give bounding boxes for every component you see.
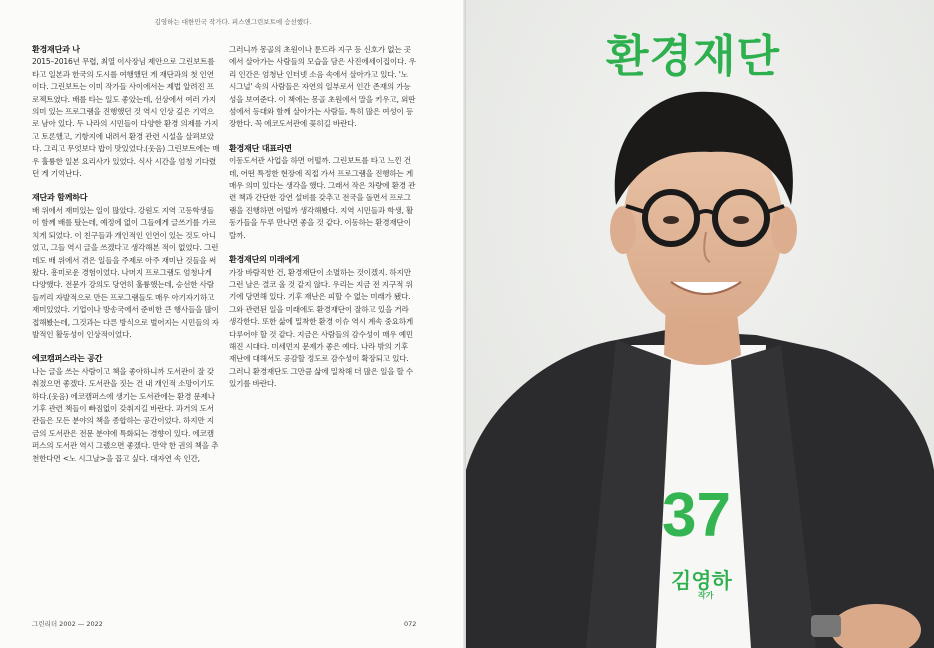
section-heading: 에코캠퍼스라는 공간	[32, 354, 103, 364]
page-number: 072	[404, 620, 417, 628]
footer-publication: 그린리더 2002 — 2022	[32, 620, 103, 628]
person-role: 작가	[698, 591, 714, 600]
section-heading: 환경재단과 나	[32, 45, 80, 54]
text-column-1	[32, 44, 220, 477]
section-heading: 재단과 함께하다	[32, 193, 88, 203]
section-body: 이동도서관 사업을 하면 어떨까. 그린보트를 타고 느낀 건데, 어떤 특정한 현장에 직접 가서 프로그램을 진행하는 게 매우 의미 있다는 생각을 했다. 그래서 작은 차량에 환경 관련 책과 간단한 강연 설비를 갖추고 전국을 돌면서 프로그램을 진행하면 어떨까 생각해봤다. 지역 시민들과 학생, 활동가들을 두루 만나면 좋을 것 같다. 이동하는 환경재단이랄까.	[229, 156, 416, 240]
left-page	[0, 0, 466, 648]
text-column-2	[229, 44, 417, 403]
feature-number: 37	[662, 481, 731, 550]
section-body: 나는 글을 쓰는 사람이고 책을 좋아하니까 도서관이 잘 갖춰졌으면 좋겠다. 도서관을 짓는 건 내 개인적 소망이기도 하다.(웃음) 에코캠퍼스에 생기는 도서관에는 환경 문제나 기후 관련 책들이 빠짐없이 갖춰지길 바란다. 과거의 도서관들은 모든 분야의 책을 종합하는 공간이었다. 하지만 지금의 도서관은 전문 분야에 특화되는 경향이 있다. 에코캠퍼스의 도서관 역시 그랬으면 좋겠다. 만약 한 권의 책을 추천한다면 <노 시그날>을 꼽고 싶다. 대자연 속 인간,	[32, 366, 219, 463]
running-head: 김영하는 대한민국 작가다. 피스앤그린보트에 승선했다.	[154, 18, 312, 26]
brand-title: 환경재단	[606, 31, 781, 82]
section-body: 그러니까 몽골의 초원이나 툰드라 지구 등 신호가 없는 곳에서 살아가는 사람들의 모습을 담은 사진에세이집이다. 우리 인간은 엄청난 인터넷 소음 속에서 살아가고 있다. '노 시그널' 속의 사람들은 자연의 일부로서 인간 존재의 가능성을 보여준다. 이 책에는 몽골 초원에서 말을 키우고, 외딴섬에서 등대와 함께 살아가는 사람들, 특히 많은 여성이 등장한다. 꼭 에코도서관에 꽂히길 바란다.	[229, 45, 416, 129]
section-heading: 환경재단 대표라면	[229, 143, 292, 153]
section-body: 배 위에서 재미있는 일이 많았다. 강원도 지역 고등학생들이 함께 배를 탔는데, 예정에 없이 그들에게 글쓰기를 가르치게 되었다. 이 친구들과 개인적인 인연이 있는 것도 아니었고, 그들 역시 글을 쓰겠다고 생각해본 적이 없었다. 그런데도 배 위에서 겪은 일들을 주제로 아주 재미난 것들을 써왔다. 흥미로운 경험이었다. 나머지 프로그램도 엄청나게 다양했다. 전문가 강의도 당연히 훌륭했는데, 승선한 사람들끼리 자발적으로 만든 프로그램들도 매우 아기자기하고 재미있었다. 기업이나 방송국에서 준비한 큰 행사들을 많이 접해봤는데, 그것과는 다른 방식으로 벌어지는 시민들의 자발적인 활동성이 인상적이었다.	[32, 205, 219, 339]
section-heading: 환경재단의 미래에게	[229, 255, 300, 265]
section-body: 2015–2016년 무렵, 최열 이사장님 제안으로 그린보트를 타고 일본과 한국의 도시를 여행했던 게 재단과의 첫 인연이다. 그린보트는 이미 작가들 사이에서는 제법 알려진 프로젝트였다. 배를 타는 일도 좋았는데, 선상에서 여러 가지 의미 있는 프로그램을 진행했던 것 역시 인상 깊은 기억으로 남아 있다. 두 나라의 시민들이 다양한 환경 의제를 가지고 토론했고, 기항지에 내려서 환경 관련 시설을 살펴보았다. 그리고 무엇보다 밥이 맛있었다.(웃음) 그린보트에는 매우 훌륭한 일본 요리사가 있었다. 식사 시간을 엄청 기다렸던 게 기억난다.	[32, 57, 220, 179]
section-body: 가장 바람직한 건, 환경재단이 소멸하는 것이겠지. 하지만 그런 날은 결코 올 것 같지 않다. 우리는 지금 전 지구적 위기에 당면해 있다. 기후 재난은 피할 수 없는 미래가 됐다. 그와 관련된 일을 미래에도 환경재단이 잘하고 있을 거라 생각한다. 또한 삶에 밀착한 환경 이슈 역시 계속 중요하게 다루어야 할 것 같다. 지금은 사람들의 감수성이 매우 예민해진 시대다. 미세먼지 문제가 좋은 예다. 나라 밖의 기후 재난에 대해서도 공감할 정도로 감수성이 확장되고 있다. 그러니 환경재단도 그만큼 삶에 밀착해 더 많은 일을 할 수 있기를 바란다.	[229, 267, 414, 389]
person-name: 김영하	[671, 569, 732, 593]
right-page	[466, 0, 934, 648]
